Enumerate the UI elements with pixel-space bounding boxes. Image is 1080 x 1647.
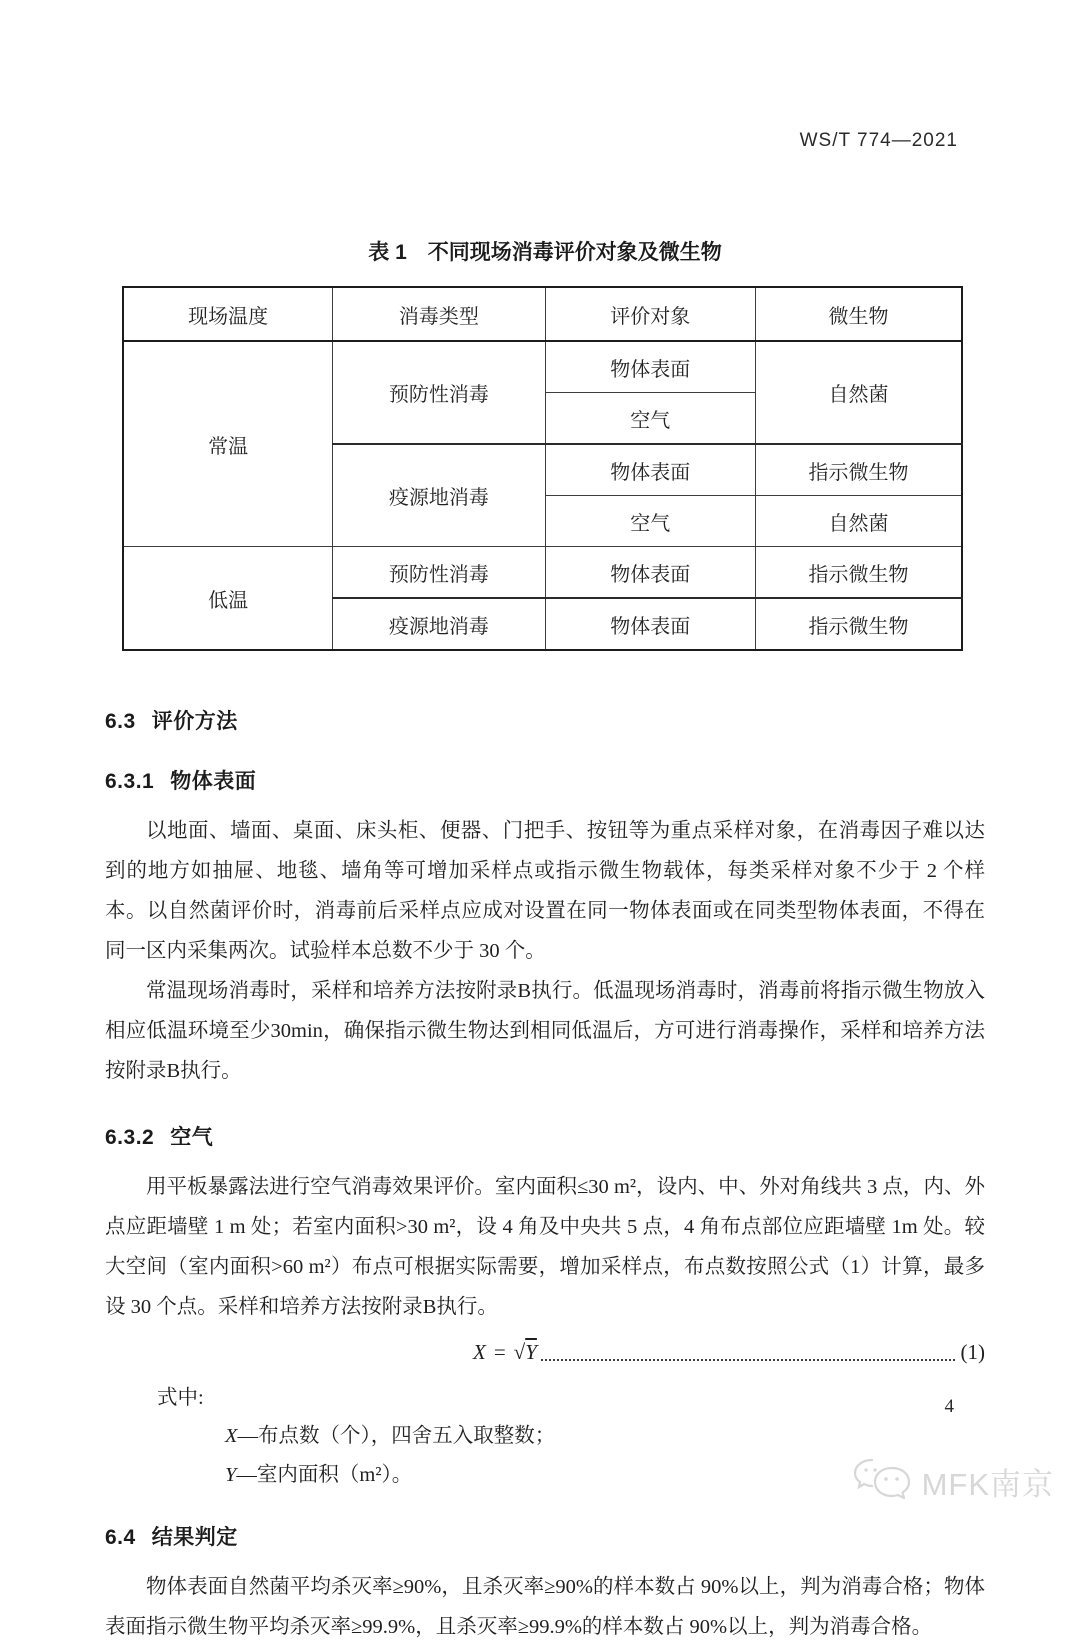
cell-microbe-indicator: 指示微生物	[756, 547, 962, 599]
formula-lhs: X	[473, 1340, 486, 1364]
cell-object-air: 空气	[545, 393, 756, 445]
radical-sign: √	[513, 1340, 526, 1364]
formula-variable-x	[225, 1417, 985, 1456]
col-header-disinfection-type: 消毒类型	[333, 287, 545, 341]
cell-object-surface: 物体表面	[545, 444, 756, 496]
variable-symbol: Y	[225, 1464, 237, 1486]
section-title: 空气	[170, 1126, 214, 1149]
section-number: 6.3	[105, 710, 136, 733]
paragraph-air-method: 用平板暴露法进行空气消毒效果评价。室内面积≤30 m²，设内、中、外对角线共 3 点，内、外点应距墙壁 1 m 处；若室内面积>30 m²，设 4 角及中央共 5 点，4 角布点部位应距墙壁 1m 处。较大空间（室内面积>60 m²）布点可根据实际需要，增加采样点，布点数按照公式（1）计算，最多设 30 个点。采样和培养方法按附录B执行。	[105, 1176, 985, 1318]
cell-object-surface: 物体表面	[545, 598, 756, 650]
paragraph-result-judgement: 物体表面自然菌平均杀灭率≥90%，且杀灭率≥90%的样本数占 90%以上，判为消毒合格；物体表面指示微生物平均杀灭率≥99.9%，且杀灭率≥99.9%的样本数占 90%以上，判为消毒合格。	[105, 1576, 985, 1638]
section-title: 物体表面	[170, 770, 257, 793]
equals-sign: =	[493, 1340, 506, 1364]
section-number: 6.3.2	[105, 1126, 155, 1149]
section-number: 6.4	[105, 1526, 136, 1549]
cell-temp-normal: 常温	[123, 341, 333, 547]
cell-microbe-indicator: 指示微生物	[756, 598, 962, 650]
watermark-text: MFK南京	[921, 1466, 1054, 1502]
section-heading-6-4	[105, 1521, 985, 1551]
cell-object-air: 空气	[545, 496, 756, 547]
paragraph-surface-method: 常温现场消毒时，采样和培养方法按附录B执行。低温现场消毒时，消毒前将指示微生物放入相应低温环境至少30min，确保指示微生物达到相同低温后，方可进行消毒操作，采样和培养方法按附录B执行。	[105, 980, 985, 1082]
watermark	[852, 1456, 1054, 1506]
table-row	[123, 341, 962, 393]
formula-radicand: Y	[525, 1340, 537, 1364]
col-header-site-temperature: 现场温度	[123, 287, 333, 341]
col-header-evaluation-object: 评价对象	[545, 287, 756, 341]
cell-type-preventive: 预防性消毒	[333, 547, 545, 599]
cell-temp-low: 低温	[123, 547, 333, 651]
variable-symbol: X	[225, 1425, 238, 1447]
standard-number: WS/T 774—2021	[799, 130, 958, 151]
table-header-row	[123, 287, 962, 341]
table-row	[123, 547, 962, 599]
equation-number: (1)	[960, 1340, 985, 1364]
wechat-icon	[852, 1456, 914, 1506]
formula-1	[105, 1335, 985, 1369]
cell-microbe-natural: 自然菌	[756, 341, 962, 444]
cell-object-surface: 物体表面	[545, 547, 756, 599]
formula-where-label: 式中:	[157, 1387, 204, 1409]
section-number: 6.3.1	[105, 770, 155, 793]
variable-description: —室内面积（m²）。	[236, 1464, 413, 1486]
page-number: 4	[944, 1396, 954, 1417]
cell-type-epidemic: 疫源地消毒	[333, 598, 545, 650]
evaluation-table	[122, 286, 963, 651]
section-title: 评价方法	[151, 710, 238, 733]
cell-type-preventive: 预防性消毒	[333, 341, 545, 444]
section-title: 结果判定	[151, 1526, 238, 1549]
table-title: 表 1 不同现场消毒评价对象及微生物	[368, 241, 722, 264]
dotted-leader	[541, 1358, 955, 1361]
section-heading-6-3	[105, 705, 985, 735]
section-heading-6-3-1	[105, 765, 985, 795]
section-heading-6-3-2	[105, 1121, 985, 1151]
col-header-microorganism: 微生物	[756, 287, 962, 341]
paragraph-surface-sampling: 以地面、墙面、桌面、床头柜、便器、门把手、按钮等为重点采样对象，在消毒因子难以达到的地方如抽屉、地毯、墙角等可增加采样点或指示微生物载体，每类采样对象不少于 2 个样本。以自然菌评价时，消毒前后采样点应成对设置在同一物体表面或在同类型物体表面，不得在同一区内采集两次。试验样本总数不少于 30 个。	[105, 820, 985, 962]
page-content	[105, 0, 985, 1647]
variable-description: —布点数（个），四舍五入取整数；	[237, 1425, 556, 1447]
cell-microbe-indicator: 指示微生物	[756, 444, 962, 496]
cell-microbe-natural: 自然菌	[756, 496, 962, 547]
cell-object-surface: 物体表面	[545, 341, 756, 393]
cell-type-epidemic: 疫源地消毒	[333, 444, 545, 547]
